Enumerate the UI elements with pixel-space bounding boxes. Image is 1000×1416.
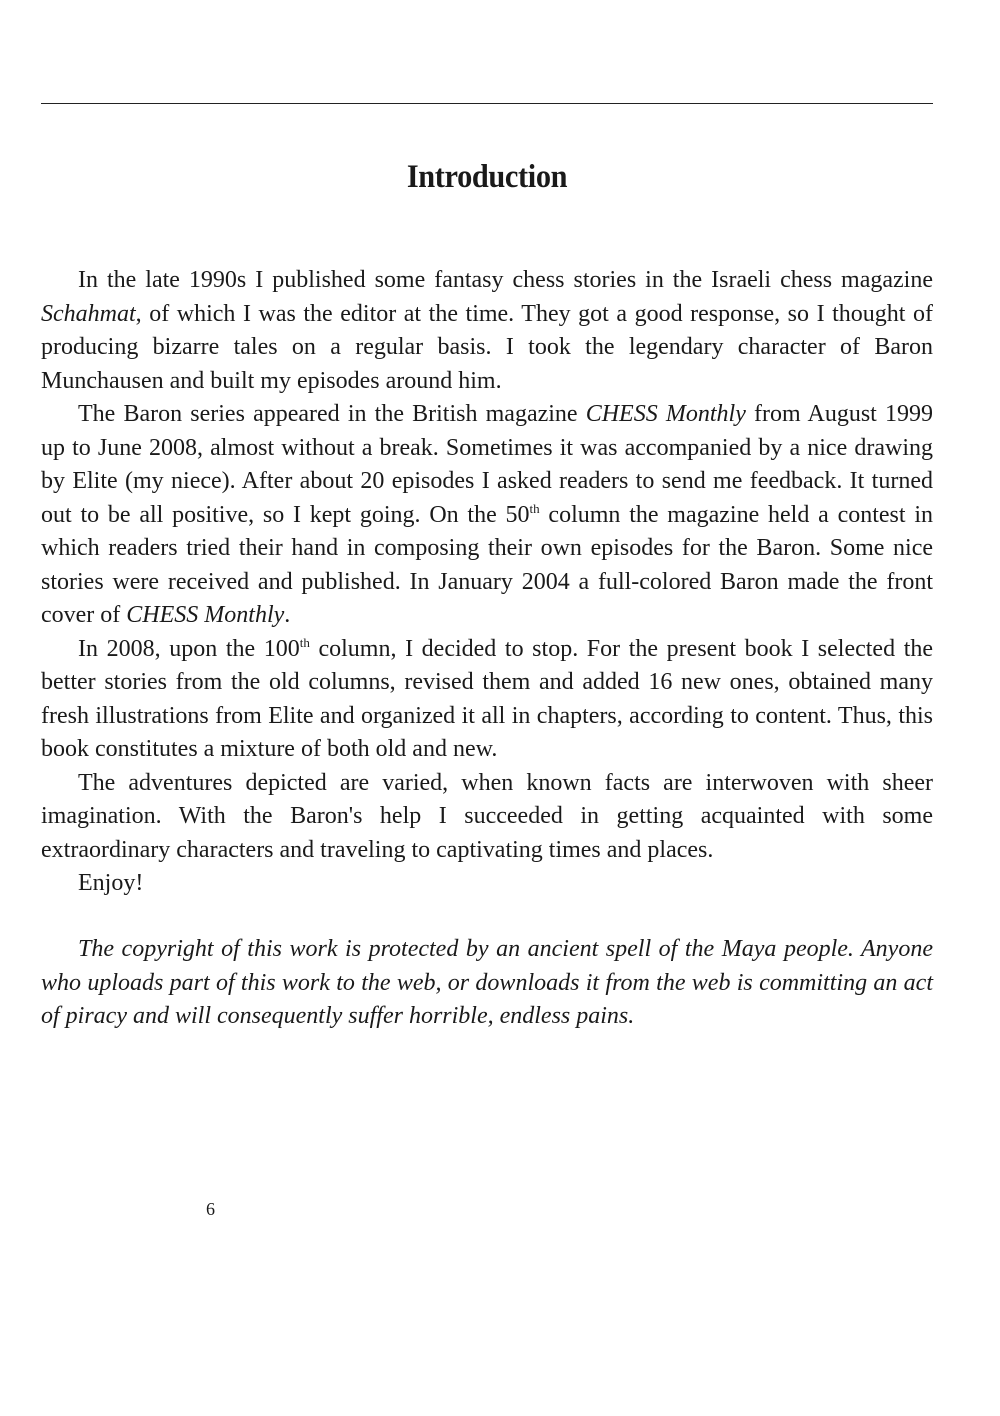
paragraph-text: The Baron series appeared in the British magazine (78, 401, 586, 427)
paragraph-5 (41, 867, 933, 901)
paragraph-2 (41, 398, 933, 633)
ordinal-suffix: th (529, 500, 540, 516)
paragraph-text: from August 1999 up to June 2008, almost without a break. Sometimes it was accompanied by a nice drawing by Elite (my niece). After about 20 episodes I asked readers to send me feedback. It turned out to be all positive, so I kept going. On the 50 (41, 401, 933, 528)
header-rule (41, 103, 933, 104)
paragraph-text: , of which I was the editor at the time. They got a good response, so I thought of producing bizarre tales on a regular basis. I took the legendary character of Baron Munchausen and built my episodes around him. (41, 300, 933, 394)
body-text (41, 264, 933, 901)
paragraph-text: column, I decided to stop. For the present book I selected the better stories from the old columns, revised them and added 16 new ones, obtained many fresh illustrations from Elite and organized it all in chapters, according to content. Thus, this book constitutes a mixture of both old and new. (41, 635, 934, 762)
italic-title-text: Schahmat (41, 300, 136, 327)
paragraph-4 (41, 767, 933, 868)
paragraph-text: In the late 1990s I published some fantasy chess stories in the Israeli chess magazine (78, 267, 933, 293)
paragraph-text: In 2008, upon the 100 (78, 635, 300, 662)
italic-title-text: CHESS Monthly (126, 602, 285, 628)
italic-title-text: CHESS Monthly (585, 401, 746, 427)
paragraph-3 (41, 633, 933, 767)
paragraph-text: The adventures depicted are varied, when known facts are interwoven with sheer imagination. With the Baron's help I succeeded in getting acquainted with some extraordinary characters and traveling to captivating times and places. (41, 769, 933, 863)
ordinal-suffix: th (299, 634, 310, 650)
copyright-note: The copyright of this work is protected by an ancient spell of the Maya people. Anyone who uploads part of this work to the web, or downloads it from the web is committing an act of piracy and will consequently suffer horrible, endless pains. (41, 936, 933, 1029)
paragraph-text: Enjoy! (78, 870, 144, 896)
page-number: 6 (206, 1199, 215, 1219)
paragraph-1 (41, 264, 933, 398)
paragraph-text: column the magazine held a contest in which readers tried their hand in composing their own episodes for the Baron. Some nice stories were received and published. In January 2004 a full-colored Baron made the front cover of (41, 501, 933, 628)
paragraph-text: . (284, 602, 291, 628)
page-title: Introduction (406, 159, 568, 195)
